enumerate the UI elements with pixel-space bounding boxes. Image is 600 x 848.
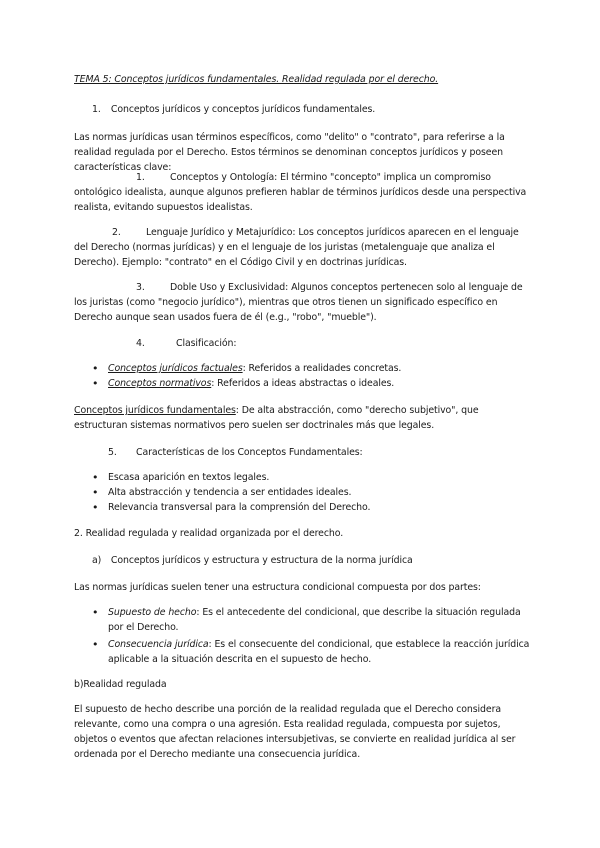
item-3-paragraph [74,280,530,325]
item-3-text: Algunos conceptos pertenecen solo al lenguaje de los juristas (como "negocio jurídico"), mientras que otros tienen un significado específico en Derecho aunque sean usados fuera de él (e.g., "robo", "mueble"). [74,282,523,323]
item-5-heading [74,445,530,460]
item-2-label: Lenguaje Jurídico y Metajurídico: [146,227,296,238]
list-item: • Alta abstracción y tendencia a ser entidades ideales. [92,485,530,500]
item-1-paragraph [74,170,530,215]
list-item-label: Supuesto de hecho [108,607,197,618]
list-item-label: Conceptos normativos [108,378,212,389]
item-3-label: Doble Uso y Exclusividad: [170,282,289,293]
list-item-label: Consecuencia jurídica [108,639,209,650]
item-2-text: Los conceptos jurídicos aparecen en el lenguaje del Derecho (normas jurídicas) y en el lenguaje de los juristas (metalenguaje que analiza el Derecho). Ejemplo: "contrato" en el Código Civil y en doctrinas jurídicas. [74,227,519,268]
item-1-label: Conceptos y Ontología: [170,172,278,183]
section-1-number: 1. [92,104,101,115]
item-1-text: El término "concepto" implica un compromiso ontológico idealista, aunque algunos prefieren hablar de términos jurídicos desde una perspectiva realista, evitando supuestos idealistas. [74,172,527,213]
section-2-heading: 2. Realidad regulada y realidad organizada por el derecho. [74,528,344,539]
item-4-title: Clasificación: [176,338,237,349]
classification-list [92,361,530,391]
norm-parts-list [92,605,530,667]
list-item-text: : Referidos a ideas abstractas o ideales. [211,378,395,389]
item-1-number: 1. [136,172,145,183]
subsection-a-heading [92,553,530,568]
item-4-heading [74,336,530,351]
item-5-number: 5. [108,447,117,458]
characteristics-list [92,470,530,515]
subsection-b-heading: b)Realidad regulada [74,679,167,690]
list-item-text: : Referidos a realidades concretas. [242,363,402,374]
item-2-number: 2. [112,227,121,238]
list-item: • Escasa aparición en textos legales. [92,470,530,485]
item-3-number: 3. [136,282,145,293]
item-4-number: 4. [136,338,145,349]
list-item [92,605,530,635]
section-1-heading [92,102,530,117]
list-item: • Relevancia transversal para la comprensión del Derecho. [92,500,530,515]
list-item-text: : Es el antecedente del condicional, que describe la situación regulada por el Derecho. [108,607,521,633]
page-title: TEMA 5: Conceptos jurídicos fundamentales. Realidad regulada por el derecho. [74,74,439,85]
list-item-text: : Es el consecuente del condicional, que establece la reacción jurídica aplicable a la situación descrita en el supuesto de hecho. [108,639,530,665]
intro-paragraph: Las normas jurídicas usan términos específicos, como "delito" o "contrato", para referirse a la realidad regulada por el Derecho. Estos términos se denominan conceptos jurídicos y poseen características clave: [74,132,505,173]
norms-intro-paragraph: Las normas jurídicas suelen tener una estructura condicional compuesta por dos partes: [74,582,481,593]
subsection-a-letter: a) [92,555,102,566]
subsection-a-title: Conceptos jurídicos y estructura y estructura de la norma jurídica [110,555,413,566]
final-paragraph: El supuesto de hecho describe una porción de la realidad regulada que el Derecho considera relevante, como una compra o una agresión. Esta realidad regulada, compuesta por sujetos, objetos o eventos que afectan relaciones intersubjetivas, se convierte en realidad jurídica al ser ordenada por el Derecho mediante una consecuencia jurídica. [74,704,516,760]
list-item [92,637,530,667]
item-2-paragraph [74,225,530,270]
list-item-label: Conceptos jurídicos factuales [108,363,243,374]
list-item [92,361,530,376]
list-item [92,376,530,391]
fundamental-text: : De alta abstracción, como "derecho subjetivo", que estructuran sistemas normativos pero suelen ser doctrinales más que legales. [74,405,479,431]
fundamental-concepts-paragraph [74,403,530,433]
fundamental-label: Conceptos jurídicos fundamentales [74,405,236,416]
section-1-title: Conceptos jurídicos y conceptos jurídicos fundamentales. [110,104,376,115]
item-5-title: Características de los Conceptos Fundamentales: [136,447,363,458]
